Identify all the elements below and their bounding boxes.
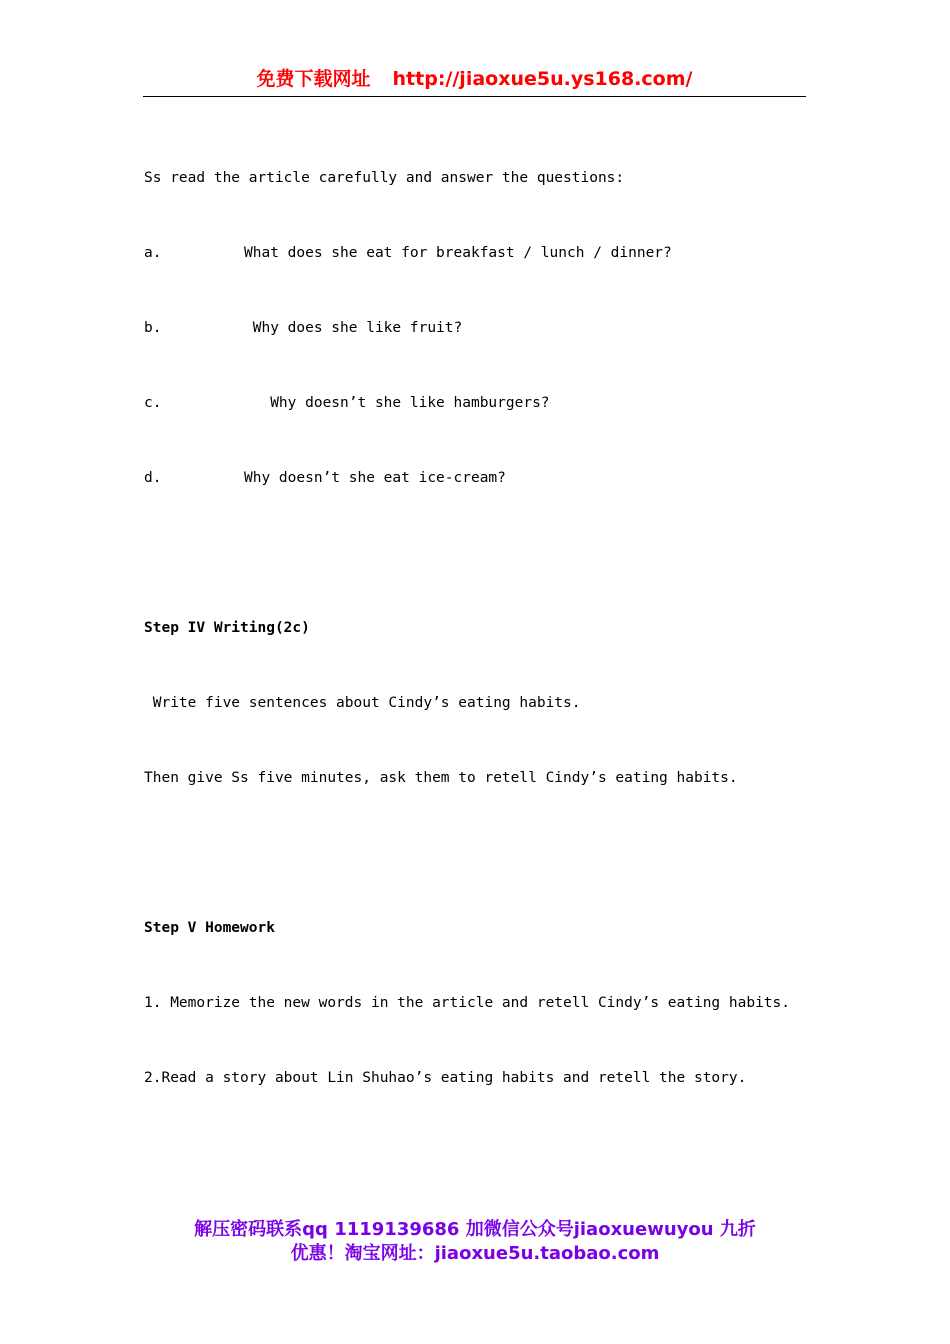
question-label: c. (144, 395, 162, 411)
step5-line-2: 2.Read a story about Lin Shuhao’s eating habits and retell the story. (144, 1070, 747, 1086)
question-text: What does she eat for breakfast / lunch / dinner? (244, 245, 672, 261)
step5-line-1: 1. Memorize the new words in the article and retell Cindy’s eating habits. (144, 995, 791, 1011)
question-label: d. (144, 470, 162, 486)
question-label: b. (144, 320, 162, 336)
document-body (144, 116, 814, 1116)
step5-heading: Step V Homework (144, 920, 275, 936)
footer-line-2: 优惠！淘宝网址：jiaoxue5u.taobao.com (290, 1243, 660, 1264)
spacer (144, 841, 814, 866)
step4-line-1: Write five sentences about Cindy’s eating habits. (144, 695, 581, 711)
question-text: Why does she like fruit? (244, 320, 463, 336)
step4-heading: Step IV Writing(2c) (144, 620, 310, 636)
question-a (144, 241, 814, 266)
question-text: Why doesn’t she like hamburgers? (244, 395, 550, 411)
page-footer (0, 1218, 950, 1266)
intro-line: Ss read the article carefully and answer the questions: (144, 170, 625, 186)
header-title: 免费下载网址 (256, 68, 371, 90)
header-url[interactable]: http://jiaoxue5u.ys168.com/ (392, 68, 693, 90)
question-b (144, 316, 814, 341)
question-label: a. (144, 245, 162, 261)
question-c (144, 391, 814, 416)
spacer (144, 541, 814, 566)
footer-line-1: 解压密码联系qq 1119139686 加微信公众号jiaoxuewuyou 九折 (194, 1219, 756, 1240)
question-text: Why doesn’t she eat ice-cream? (244, 470, 506, 486)
question-d (144, 466, 814, 491)
step4-line-2: Then give Ss five minutes, ask them to retell Cindy’s eating habits. (144, 770, 738, 786)
page-header (143, 64, 806, 97)
